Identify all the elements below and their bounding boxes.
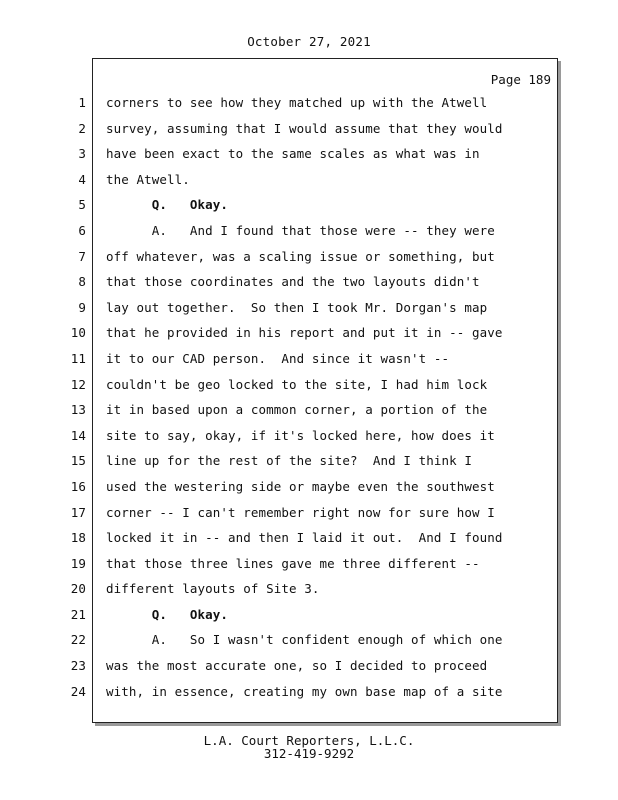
transcript-date: October 27, 2021 <box>247 34 371 49</box>
transcript-line: used the westering side or maybe even the southwest <box>106 478 495 494</box>
transcript-line: couldn't be geo locked to the site, I had him lock <box>106 376 488 392</box>
line-number: 6 <box>78 222 86 238</box>
footer <box>0 734 618 760</box>
transcript-line: survey, assuming that I would assume that they would <box>106 120 503 136</box>
transcript-line: that those three lines gave me three different -- <box>106 555 480 571</box>
reporter-company: L.A. Court Reporters, L.L.C. <box>203 733 415 748</box>
line-number: 2 <box>78 120 86 136</box>
page-number: Page 189 <box>490 72 551 87</box>
line-number: 4 <box>78 171 86 187</box>
transcript-line: different layouts of Site 3. <box>106 581 320 597</box>
answer-line: A. And I found that those were -- they were <box>106 222 495 238</box>
line-number: 14 <box>70 427 86 443</box>
line-number: 18 <box>70 530 86 546</box>
transcript-line: line up for the rest of the site? And I think I <box>106 453 473 469</box>
line-number: 19 <box>70 555 86 571</box>
line-number: 13 <box>70 402 86 418</box>
transcript-lines <box>106 95 551 709</box>
line-number: 8 <box>78 274 86 290</box>
transcript-line: that he provided in his report and put it in -- gave <box>106 325 503 341</box>
line-number: 7 <box>78 248 86 264</box>
line-number: 16 <box>70 478 86 494</box>
transcript-line: it in based upon a common corner, a portion of the <box>106 402 488 418</box>
question-line: Q. Okay. <box>106 606 229 622</box>
transcript-line: the Atwell. <box>106 171 190 187</box>
transcript-line: site to say, okay, if it's locked here, how does it <box>106 427 495 443</box>
transcript-line: off whatever, was a scaling issue or something, but <box>106 248 495 264</box>
transcript-line: locked it in -- and then I laid it out. And I found <box>106 530 503 546</box>
transcript-line: that those coordinates and the two layouts didn't <box>106 274 480 290</box>
line-numbers <box>60 95 88 709</box>
transcript-line: was the most accurate one, so I decided to proceed <box>106 658 488 674</box>
transcript-line: lay out together. So then I took Mr. Dorgan's map <box>106 299 488 315</box>
line-number: 22 <box>70 632 86 648</box>
line-number: 20 <box>70 581 86 597</box>
line-number: 21 <box>70 606 86 622</box>
reporter-phone: 312-419-9292 <box>263 746 355 761</box>
line-number: 23 <box>70 658 86 674</box>
line-number: 9 <box>78 299 86 315</box>
line-number: 17 <box>70 504 86 520</box>
line-number: 12 <box>70 376 86 392</box>
line-number: 1 <box>78 95 86 110</box>
line-number: 15 <box>70 453 86 469</box>
transcript-line: have been exact to the same scales as what was in <box>106 146 480 162</box>
transcript-line: with, in essence, creating my own base map of a site <box>106 683 503 699</box>
transcript-line: corner -- I can't remember right now for sure how I <box>106 504 495 520</box>
line-number: 11 <box>70 350 86 366</box>
answer-line: A. So I wasn't confident enough of which one <box>106 632 503 648</box>
question-line: Q. Okay. <box>106 197 229 213</box>
line-number: 5 <box>78 197 86 213</box>
line-number: 10 <box>70 325 86 341</box>
line-number: 24 <box>70 683 86 699</box>
transcript-line: corners to see how they matched up with the Atwell <box>106 95 488 110</box>
line-number: 3 <box>78 146 86 162</box>
transcript-line: it to our CAD person. And since it wasn't -- <box>106 350 450 366</box>
